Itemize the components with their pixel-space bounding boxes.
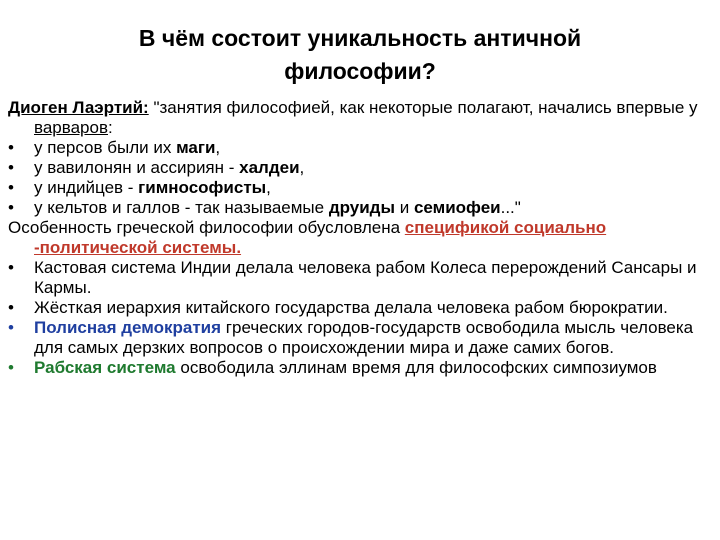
list-item (8, 138, 714, 158)
list-item-text: у кельтов и галлов - так называемые (34, 198, 329, 217)
list-item-term: гимнософисты (138, 178, 267, 197)
list-item-text: у вавилонян и ассириян - (34, 158, 240, 177)
bullet-icon: • (8, 358, 14, 377)
list-item (8, 258, 714, 298)
list-item-term: семиофеи (413, 198, 501, 217)
slide-title-line1: В чём состоит уникальность античной (138, 25, 582, 51)
list-item-text: у индийцев - (34, 178, 139, 197)
list-item-punct: , (299, 158, 305, 177)
list-item-term: Полисная демократия (34, 318, 222, 337)
list-item-term: халдеи (239, 158, 300, 177)
list-item (8, 178, 714, 198)
barbarians-link[interactable]: варваров (34, 118, 108, 137)
list-item-term: Рабская система (34, 358, 176, 377)
list-item-punct: , (215, 138, 221, 157)
author-name: Диоген Лаэртий: (8, 98, 149, 117)
list-item-term: друиды (328, 198, 395, 217)
bullet-icon: • (8, 298, 14, 317)
list-item-text: греческих городов-государств освободила мысль человека для самых дерзких вопросов о происхождении мира и даже самих богов. (34, 318, 694, 357)
highlight-text: спецификой социально -политической системы. (34, 218, 607, 257)
list-item-text: и (395, 198, 414, 217)
bullet-icon: • (8, 158, 14, 177)
list-item (8, 158, 714, 178)
list-item (8, 298, 714, 318)
bullet-icon: • (8, 318, 14, 337)
slide-body (8, 98, 714, 378)
bullet-icon: • (8, 178, 14, 197)
list-item (8, 198, 714, 218)
list-item-punct: ..." (500, 198, 521, 217)
slide-title (0, 22, 720, 88)
intro-quote-start: "занятия философией, как некоторые полагают, начались впервые у (148, 98, 698, 117)
bullet-icon: • (8, 198, 14, 217)
list-item-text: Жёсткая иерархия китайского государства делала человека рабом бюрократии. (34, 298, 668, 317)
list-item-text: освободила эллинам время для философских симпозиумов (175, 358, 657, 377)
slide-title-line2: философии? (284, 58, 436, 84)
list-item (8, 358, 714, 378)
list-item-text: у персов были их (34, 138, 177, 157)
bullet-icon: • (8, 138, 14, 157)
intro-paragraph (8, 98, 714, 138)
intro-quote-end: : (108, 118, 113, 137)
list-item-term: маги (176, 138, 216, 157)
middle-paragraph (8, 218, 714, 258)
list-item (8, 318, 714, 358)
list-item-text: Кастовая система Индии делала человека рабом Колеса перерождений Сансары и Кармы. (34, 258, 697, 297)
list-item-punct: , (266, 178, 271, 197)
middle-text: Особенность греческой философии обусловлена (8, 218, 405, 237)
bullet-icon: • (8, 258, 14, 277)
